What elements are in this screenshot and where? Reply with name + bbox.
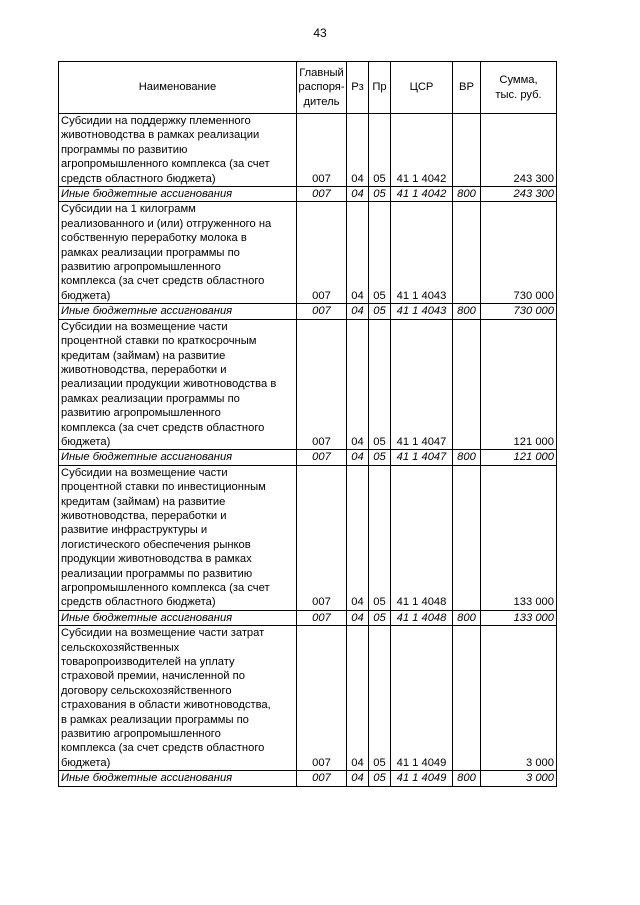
- cell-rz: 04: [347, 304, 369, 319]
- cell-sum: 121 000: [481, 319, 557, 450]
- table-row: [59, 465, 557, 610]
- table-row: [59, 304, 557, 319]
- cell-name: Иные бюджетные ассигнования: [59, 304, 297, 319]
- cell-sum: 243 300: [481, 187, 557, 202]
- cell-csr: 41 1 4043: [391, 202, 453, 304]
- cell-vr: 800: [453, 771, 481, 786]
- header-pr: Пр: [369, 62, 391, 114]
- cell-rz: 04: [347, 114, 369, 187]
- header-sum: Сумма, тыс. руб.: [481, 62, 557, 114]
- header-name: Наименование: [59, 62, 297, 114]
- cell-vr: [453, 626, 481, 771]
- cell-name: Субсидии на возмещение части процентной ставки по инвестиционным кредитам (займам) на развитие животноводства, переработки и развитие инфраструктуры и логистического обеспечения рынков продукции животноводства в рамках реализации программы по развитию агропромышленного комплекса (за счет средств областного бюджета): [59, 465, 297, 610]
- cell-gr: 007: [297, 465, 347, 610]
- table-row: [59, 319, 557, 450]
- cell-pr: 05: [369, 187, 391, 202]
- cell-gr: 007: [297, 187, 347, 202]
- cell-vr: 800: [453, 610, 481, 625]
- cell-sum: 3 000: [481, 626, 557, 771]
- cell-vr: 800: [453, 304, 481, 319]
- header-vr: ВР: [453, 62, 481, 114]
- cell-csr: 41 1 4042: [391, 114, 453, 187]
- cell-pr: 05: [369, 114, 391, 187]
- table-row: [59, 187, 557, 202]
- cell-rz: 04: [347, 187, 369, 202]
- cell-rz: 04: [347, 202, 369, 304]
- cell-name: Иные бюджетные ассигнования: [59, 187, 297, 202]
- cell-gr: 007: [297, 450, 347, 465]
- cell-pr: 05: [369, 626, 391, 771]
- cell-rz: 04: [347, 450, 369, 465]
- cell-name: Субсидии на возмещение части затрат сельскохозяйственных товаропроизводителей на уплату страховой премии, начисленной по договору сельскохозяйственного страхования в области животноводства, в рамках реализации программы по развитию агропромышленного комплекса (за счет средств областного бюджета): [59, 626, 297, 771]
- cell-rz: 04: [347, 319, 369, 450]
- cell-csr: 41 1 4047: [391, 450, 453, 465]
- cell-rz: 04: [347, 771, 369, 786]
- cell-vr: 800: [453, 187, 481, 202]
- cell-csr: 41 1 4049: [391, 771, 453, 786]
- cell-csr: 41 1 4047: [391, 319, 453, 450]
- cell-pr: 05: [369, 304, 391, 319]
- cell-gr: 007: [297, 626, 347, 771]
- budget-table: [58, 61, 557, 787]
- cell-pr: 05: [369, 202, 391, 304]
- cell-gr: 007: [297, 610, 347, 625]
- cell-gr: 007: [297, 202, 347, 304]
- table-row: [59, 771, 557, 786]
- cell-name: Иные бюджетные ассигнования: [59, 450, 297, 465]
- cell-csr: 41 1 4043: [391, 304, 453, 319]
- cell-vr: [453, 465, 481, 610]
- cell-sum: 133 000: [481, 610, 557, 625]
- cell-gr: 007: [297, 304, 347, 319]
- cell-rz: 04: [347, 626, 369, 771]
- cell-sum: 121 000: [481, 450, 557, 465]
- cell-name: Субсидии на поддержку племенного животноводства в рамках реализации программы по развитию агропромышленного комплекса (за счет средств областного бюджета): [59, 114, 297, 187]
- cell-sum: 3 000: [481, 771, 557, 786]
- cell-sum: 730 000: [481, 304, 557, 319]
- table-row: [59, 626, 557, 771]
- cell-vr: [453, 114, 481, 187]
- table-header-row: [59, 62, 557, 114]
- cell-gr: 007: [297, 114, 347, 187]
- cell-sum: 730 000: [481, 202, 557, 304]
- cell-rz: 04: [347, 610, 369, 625]
- cell-name: Иные бюджетные ассигнования: [59, 610, 297, 625]
- cell-vr: [453, 319, 481, 450]
- cell-gr: 007: [297, 319, 347, 450]
- cell-csr: 41 1 4042: [391, 187, 453, 202]
- table-row: [59, 114, 557, 187]
- cell-vr: [453, 202, 481, 304]
- cell-name: Субсидии на 1 килограмм реализованного и (или) отгруженного на собственную переработку молока в рамках реализации программы по развитию агропромышленного комплекса (за счет средств областного бюджета): [59, 202, 297, 304]
- table-row: [59, 610, 557, 625]
- cell-pr: 05: [369, 319, 391, 450]
- header-rz: Рз: [347, 62, 369, 114]
- cell-gr: 007: [297, 771, 347, 786]
- page-number: 43: [313, 26, 327, 40]
- cell-vr: 800: [453, 450, 481, 465]
- cell-csr: 41 1 4048: [391, 465, 453, 610]
- header-csr: ЦСР: [391, 62, 453, 114]
- cell-csr: 41 1 4048: [391, 610, 453, 625]
- cell-name: Иные бюджетные ассигнования: [59, 771, 297, 786]
- table-row: [59, 450, 557, 465]
- cell-rz: 04: [347, 465, 369, 610]
- header-gr: Главный распоря- дитель: [297, 62, 347, 114]
- cell-csr: 41 1 4049: [391, 626, 453, 771]
- cell-pr: 05: [369, 771, 391, 786]
- cell-name: Субсидии на возмещение части процентной ставки по краткосрочным кредитам (займам) на развитие животноводства, переработки и реализации продукции животноводства в рамках реализации программы по развитию агропромышленного комплекса (за счет средств областного бюджета): [59, 319, 297, 450]
- cell-sum: 243 300: [481, 114, 557, 187]
- cell-sum: 133 000: [481, 465, 557, 610]
- table-row: [59, 202, 557, 304]
- cell-pr: 05: [369, 450, 391, 465]
- cell-pr: 05: [369, 610, 391, 625]
- cell-pr: 05: [369, 465, 391, 610]
